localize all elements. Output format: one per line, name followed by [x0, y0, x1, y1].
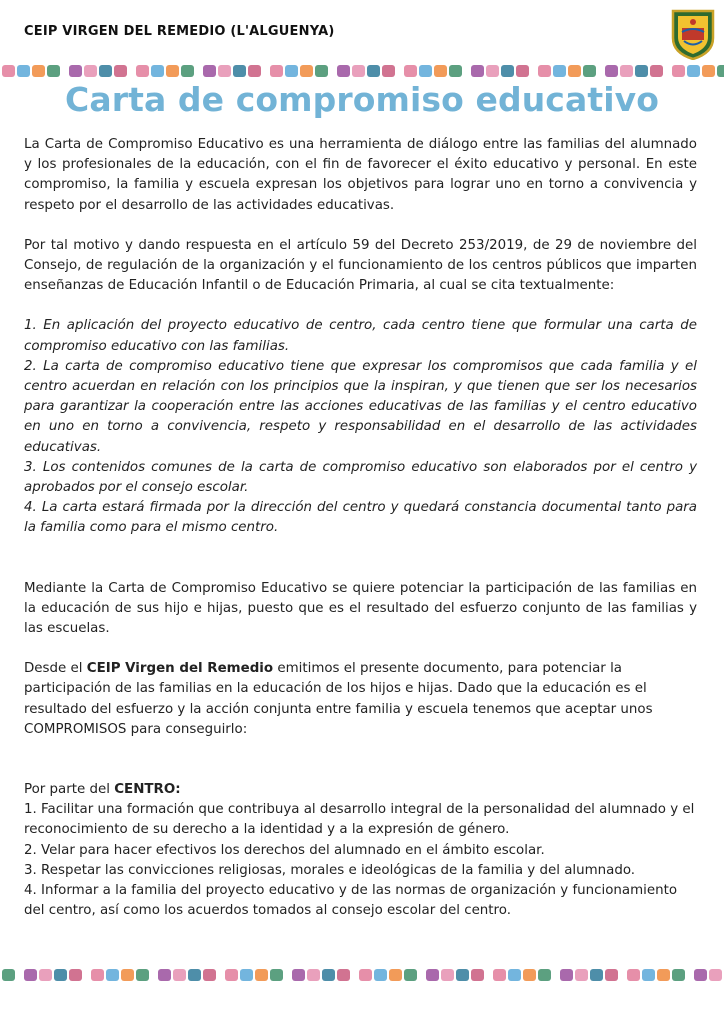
decorative-band-top	[0, 62, 724, 80]
band-dot	[240, 969, 253, 981]
band-dot	[32, 65, 45, 77]
band-dot	[590, 969, 603, 981]
band-dot	[694, 969, 707, 981]
band-dot	[449, 65, 462, 77]
band-dot	[642, 969, 655, 981]
band-dot	[315, 65, 328, 77]
band-dot	[17, 65, 30, 77]
band-dot	[508, 969, 521, 981]
participation-paragraph: Mediante la Carta de Compromiso Educativo se quiere potenciar la participación de las familias en la educación de sus hijo e hijas, puesto que es el resultado del esfuerzo conjunto de las familias y las escuelas.	[24, 580, 697, 637]
band-dot	[136, 969, 149, 981]
band-dot	[605, 65, 618, 77]
band-dot	[486, 65, 499, 77]
band-dot	[672, 969, 685, 981]
band-dot	[553, 65, 566, 77]
band-dot	[456, 969, 469, 981]
band-dot	[218, 65, 231, 77]
band-dot	[248, 65, 261, 77]
band-dot	[352, 65, 365, 77]
intro-paragraph-2: Por tal motivo y dando respuesta en el artículo 59 del Decreto 253/2019, de 29 de noviembre del Consejo, de regulación de la organización y el funcionamiento de los centros públicos que imparten enseñanzas de Educación Infantil o de Educación Primaria, al cual se cita textualmente:	[24, 237, 697, 294]
band-dot	[404, 65, 417, 77]
band-dot	[471, 969, 484, 981]
band-dot	[292, 969, 305, 981]
band-dot	[188, 969, 201, 981]
band-dot	[121, 969, 134, 981]
band-dot	[158, 969, 171, 981]
band-dot	[307, 969, 320, 981]
band-dot	[374, 969, 387, 981]
decorative-band-bottom	[0, 966, 724, 984]
quote-item: 4. La carta estará firmada por la dirección del centro y quedará constancia documental tanto para la familia como para el mismo centro.	[24, 500, 697, 536]
band-dot	[419, 65, 432, 77]
band-dot	[717, 65, 724, 77]
page-title: Carta de compromiso educativo	[65, 80, 659, 119]
band-dot	[322, 969, 335, 981]
band-dot	[270, 65, 283, 77]
band-dot	[225, 969, 238, 981]
band-dot	[285, 65, 298, 77]
band-dot	[635, 65, 648, 77]
band-dot	[620, 65, 633, 77]
band-dot	[389, 969, 402, 981]
band-dot	[516, 65, 529, 77]
band-dot	[441, 969, 454, 981]
band-dot	[367, 65, 380, 77]
centro-item: 1. Facilitar una formación que contribuya al desarrollo integral de la personalidad del alumnado y el reconocimiento de su derecho a la identidad y a la expresión de género.	[24, 802, 695, 838]
band-dot	[24, 969, 37, 981]
band-dot	[627, 969, 640, 981]
band-dot	[583, 65, 596, 77]
band-dot	[233, 65, 246, 77]
band-dot	[359, 969, 372, 981]
band-dot	[709, 969, 722, 981]
band-dot	[657, 969, 670, 981]
band-dot	[538, 969, 551, 981]
intro-paragraph-1: La Carta de Compromiso Educativo es una herramienta de diálogo entre las familias del alumnado y los profesionales de la educación, con el fin de favorecer el éxito educativo y personal. En este compromiso, la familia y escuela expresan los objetivos para lograr uno en torno a convivencia y respeto por el desarrollo de las actividades educativas.	[24, 137, 697, 213]
band-dot	[84, 65, 97, 77]
band-dot	[404, 969, 417, 981]
band-dot	[687, 65, 700, 77]
band-dot	[255, 969, 268, 981]
band-dot	[136, 65, 149, 77]
band-dot	[300, 65, 313, 77]
band-dot	[650, 65, 663, 77]
band-dot	[575, 969, 588, 981]
band-dot	[39, 969, 52, 981]
band-dot	[69, 969, 82, 981]
band-dot	[538, 65, 551, 77]
centro-heading: Por parte del CENTRO:	[24, 782, 181, 798]
band-dot	[181, 65, 194, 77]
band-dot	[54, 969, 67, 981]
band-dot	[114, 65, 127, 77]
band-dot	[151, 65, 164, 77]
band-dot	[672, 65, 685, 77]
band-dot	[203, 969, 216, 981]
band-dot	[382, 65, 395, 77]
band-dot	[47, 65, 60, 77]
band-dot	[166, 65, 179, 77]
centro-item: 4. Informar a la familia del proyecto educativo y de las normas de organización y funcionamiento del centro, así como los acuerdos tomados al consejo escolar del centro.	[24, 883, 678, 919]
band-dot	[69, 65, 82, 77]
band-dot	[337, 65, 350, 77]
band-dot	[702, 65, 715, 77]
commitment-paragraph: Desde el CEIP Virgen del Remedio emitimos el presente documento, para potenciar la participación de las familias en la educación de los hijos e hijas. Dado que la educación es el resultado del esfuerzo y la acción conjunta entre familia y escuela tenemos que aceptar unos COMPROMISOS para conseguirlo:	[24, 661, 653, 737]
band-dot	[91, 969, 104, 981]
band-dot	[337, 969, 350, 981]
band-dot	[426, 969, 439, 981]
band-dot	[2, 65, 15, 77]
band-dot	[173, 969, 186, 981]
band-dot	[99, 65, 112, 77]
band-dot	[270, 969, 283, 981]
band-dot	[471, 65, 484, 77]
band-dot	[203, 65, 216, 77]
quote-item: 2. La carta de compromiso educativo tiene que expresar los compromisos que cada familia y el centro acuerdan en relación con los principios que la inspiran, y que tienen que ser los necesarios para garantizar la cooperación entre las acciones educativas de las familias y el centro educativo en uno en torno a convivencia, respeto y responsabilidad en el desarrollo de las actividades educativas.	[24, 358, 697, 455]
band-dot	[560, 969, 573, 981]
school-crest-icon	[670, 8, 716, 60]
school-name-bold: CEIP Virgen del Remedio	[86, 661, 274, 677]
band-dot	[605, 969, 618, 981]
document-body	[24, 135, 697, 922]
quote-item: 3. Los contenidos comunes de la carta de compromiso educativo son elaborados por el centro y aprobados por el consejo escolar.	[24, 459, 697, 496]
band-dot	[106, 969, 119, 981]
band-dot	[2, 969, 15, 981]
band-dot	[568, 65, 581, 77]
band-dot	[434, 65, 447, 77]
centro-item: 2. Velar para hacer efectivos los derechos del alumnado en el ámbito escolar.	[24, 842, 545, 858]
school-name: CEIP VIRGEN DEL REMEDIO (L'ALGUENYA)	[24, 24, 335, 39]
quote-item: 1. En aplicación del proyecto educativo de centro, cada centro tiene que formular una carta de compromiso educativo con las familias.	[24, 318, 697, 354]
band-dot	[501, 65, 514, 77]
decree-quote	[24, 316, 697, 538]
band-dot	[523, 969, 536, 981]
centro-item: 3. Respetar las convicciones religiosas, morales e ideológicas de la familia y del alumnado.	[24, 862, 636, 878]
band-dot	[493, 969, 506, 981]
